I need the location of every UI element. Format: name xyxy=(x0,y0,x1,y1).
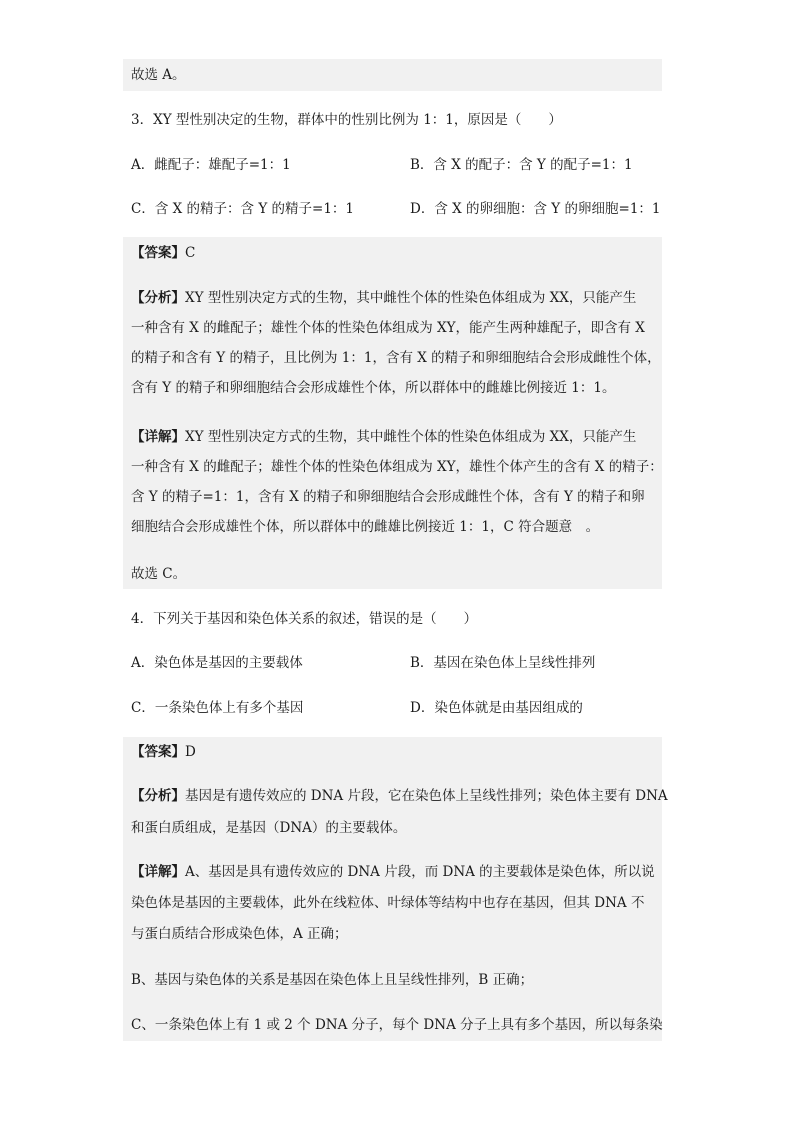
answer-tag: 【答案】 xyxy=(131,744,185,760)
q3-detail-line-4: 细胞结合会形成雄性个体，所以群体中的雌雄比例接近 1：1，C 符合题意 。 xyxy=(131,519,600,535)
q4-stem: 4．下列关于基因和染色体关系的叙述，错误的是（ ） xyxy=(131,611,478,627)
detail-text: A、基因是具有遗传效应的 DNA 片段，而 DNA 的主要载体是染色体，所以说 xyxy=(185,864,655,880)
q4-detail-c: C、一条染色体上有 1 或 2 个 DNA 分子，每个 DNA 分子上具有多个基因，所以每条染 xyxy=(131,1017,663,1033)
q3-detail-line-2: 一种含有 X 的雌配子；雄性个体的性染色体组成为 XY，雄性个体产生的含有 X 的精子： xyxy=(131,459,663,475)
q4-option-c: C．一条染色体上有多个基因 xyxy=(131,700,304,716)
detail-tag: 【详解】 xyxy=(131,429,185,445)
q3-analysis-line-3: 的精子和含有 Y 的精子，且比例为 1：1，含有 X 的精子和卵细胞结合会形成雌性个体， xyxy=(131,350,661,366)
q4-detail-line-2: 染色体是基因的主要载体，此外在线粒体、叶绿体等结构中也存在基因，但其 DNA 不 xyxy=(131,895,645,911)
analysis-text: XY 型性别决定方式的生物，其中雌性个体的性染色体组成为 XX，只能产生 xyxy=(185,290,637,306)
q4-detail-line-1 xyxy=(131,863,655,882)
q4-option-a: A．染色体是基因的主要载体 xyxy=(131,655,303,671)
q2-explanation-block xyxy=(123,59,662,91)
q3-stem: 3．XY 型性别决定的生物，群体中的性别比例为 1：1，原因是（ ） xyxy=(131,112,562,128)
analysis-tag: 【分析】 xyxy=(131,788,185,804)
detail-tag: 【详解】 xyxy=(131,864,185,880)
q3-detail-line-3: 含 Y 的精子=1：1，含有 X 的精子和卵细胞结合会形成雌性个体，含有 Y 的精子和卵 xyxy=(131,489,645,505)
q4-analysis-line-2: 和蛋白质组成，是基因（DNA）的主要载体。 xyxy=(131,820,407,836)
q4-analysis-line-1 xyxy=(131,787,668,806)
q3-option-b: B．含 X 的配子：含 Y 的配子=1：1 xyxy=(410,157,633,173)
analysis-tag: 【分析】 xyxy=(131,290,185,306)
q4-detail-line-3: 与蛋白质结合形成染色体，A 正确； xyxy=(131,926,348,942)
q4-option-b: B．基因在染色体上呈线性排列 xyxy=(410,655,596,671)
q3-analysis-line-2: 一种含有 X 的雌配子；雄性个体的性染色体组成为 XY，能产生两种雄配子，即含有 X xyxy=(131,320,645,336)
q4-option-d: D．染色体就是由基因组成的 xyxy=(410,700,583,716)
analysis-text: 基因是有遗传效应的 DNA 片段，它在染色体上呈线性排列；染色体主要有 DNA xyxy=(185,788,668,804)
q3-analysis-line-4: 含有 Y 的精子和卵细胞结合会形成雄性个体，所以群体中的雌雄比例接近 1：1。 xyxy=(131,380,616,396)
answer-tag: 【答案】 xyxy=(131,245,185,261)
q4-answer xyxy=(131,743,196,762)
answer-value: D xyxy=(185,744,196,760)
detail-text: XY 型性别决定方式的生物，其中雌性个体的性染色体组成为 XX，只能产生 xyxy=(185,429,637,445)
answer-value: C xyxy=(185,245,196,261)
q4-detail-b: B、基因与染色体的关系是基因在染色体上且呈线性排列，B 正确； xyxy=(131,972,534,988)
q3-option-a: A．雌配子：雄配子=1：1 xyxy=(131,157,291,173)
q3-conclusion: 故选 C。 xyxy=(131,566,187,582)
q4-explanation-block xyxy=(123,737,662,1041)
q3-option-c: C．含 X 的精子：含 Y 的精子=1：1 xyxy=(131,201,355,217)
q3-detail-line-1 xyxy=(131,428,636,447)
q2-conclusion: 故选 A。 xyxy=(131,67,186,83)
q3-option-d: D．含 X 的卵细胞：含 Y 的卵细胞=1：1 xyxy=(410,201,661,217)
q3-answer xyxy=(131,244,195,263)
q3-analysis-line-1 xyxy=(131,289,636,308)
